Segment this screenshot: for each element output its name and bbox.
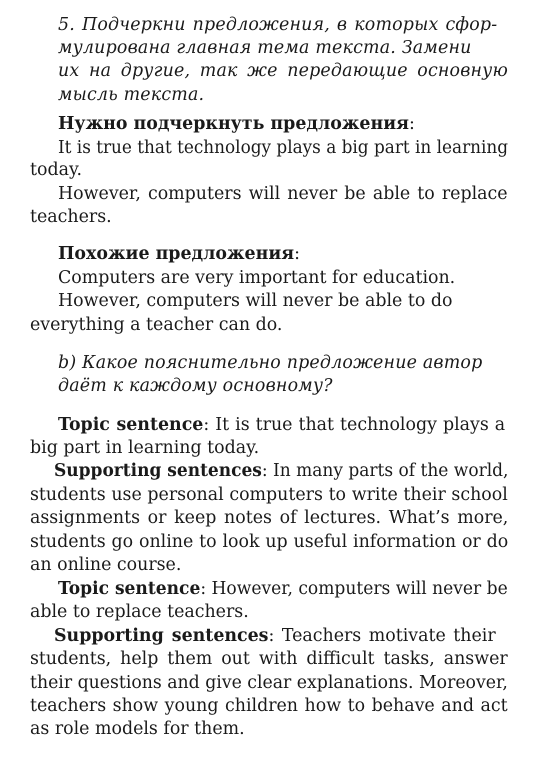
task-line-4: мысль текста. <box>58 85 205 105</box>
underline-sentence-2-line-2: teachers. <box>30 207 112 227</box>
answer-2-line-2: students use personal computers to write their school <box>30 485 508 505</box>
answer-4-line-2: students, help them out with difficult tasks, answer <box>30 649 508 669</box>
underline-heading: Нужно подчеркнуть предложения <box>58 114 409 134</box>
answer-2-line-5: an online course. <box>30 555 182 575</box>
answer-1-label: Topic sentence <box>58 415 204 435</box>
answer-3-text-1: : However, computers will never be <box>200 579 508 599</box>
answer-3-line-1 <box>58 578 508 600</box>
task-line-3: их на другие, так же передающие основную <box>58 61 508 81</box>
answer-1-line-2: big part in learning today. <box>30 438 260 458</box>
answer-3-line-2: able to replace teachers. <box>30 602 249 622</box>
task-line-2: мулирована главная тема текста. Замени <box>58 38 472 58</box>
answer-2-line-3: assignments or keep notes of lectures. What’s more, <box>30 508 509 528</box>
task-text-1: Подчеркни предложения, в которых сфор- <box>81 15 498 35</box>
answer-4-text-1: : Teachers motivate their <box>268 626 496 646</box>
underline-sentence-2-line-1: However, computers will never be able to replace <box>58 184 508 204</box>
underline-sentence-1-line-1: It is true that technology plays a big part in learning <box>58 138 509 158</box>
answer-4-line-4: teachers show young children how to behave and act <box>30 696 508 716</box>
answer-4-line-5: as role models for them. <box>30 719 245 739</box>
task-number: 5. <box>58 15 75 35</box>
answer-1-text-1: : It is true that technology plays a <box>203 415 506 435</box>
similar-heading: Похожие предложения <box>58 244 295 264</box>
underline-sentence-1-line-2: today. <box>30 160 83 180</box>
answer-4-label: Supporting sentences <box>54 626 269 646</box>
answer-1-line-1 <box>58 414 505 436</box>
underline-heading-line <box>58 113 415 135</box>
answer-4-line-3: their questions and give clear explanations. Moreover, <box>30 673 508 693</box>
colon: : <box>294 244 300 264</box>
answer-2-line-4: students go online to look up useful information or do <box>30 532 509 552</box>
similar-heading-line <box>58 243 300 265</box>
answer-2-line-1 <box>54 460 508 482</box>
answer-2-label: Supporting sentences <box>54 461 262 481</box>
answer-2-text-1: : In many parts of the world, <box>261 461 509 481</box>
part-b-line-1: b) Какое пояснительно предложение автор <box>58 353 483 373</box>
similar-sentence-2-line-2: everything a teacher can do. <box>30 315 283 335</box>
task-line-1 <box>58 14 497 36</box>
colon: : <box>408 114 415 134</box>
part-b-line-2: даёт к каждому основному? <box>58 376 333 396</box>
similar-sentence-1: Computers are very important for education. <box>58 268 456 288</box>
similar-sentence-2-line-1: However, computers will never be able to do <box>58 291 453 311</box>
answer-4-line-1 <box>54 625 496 647</box>
answer-3-label: Topic sentence <box>58 579 201 599</box>
